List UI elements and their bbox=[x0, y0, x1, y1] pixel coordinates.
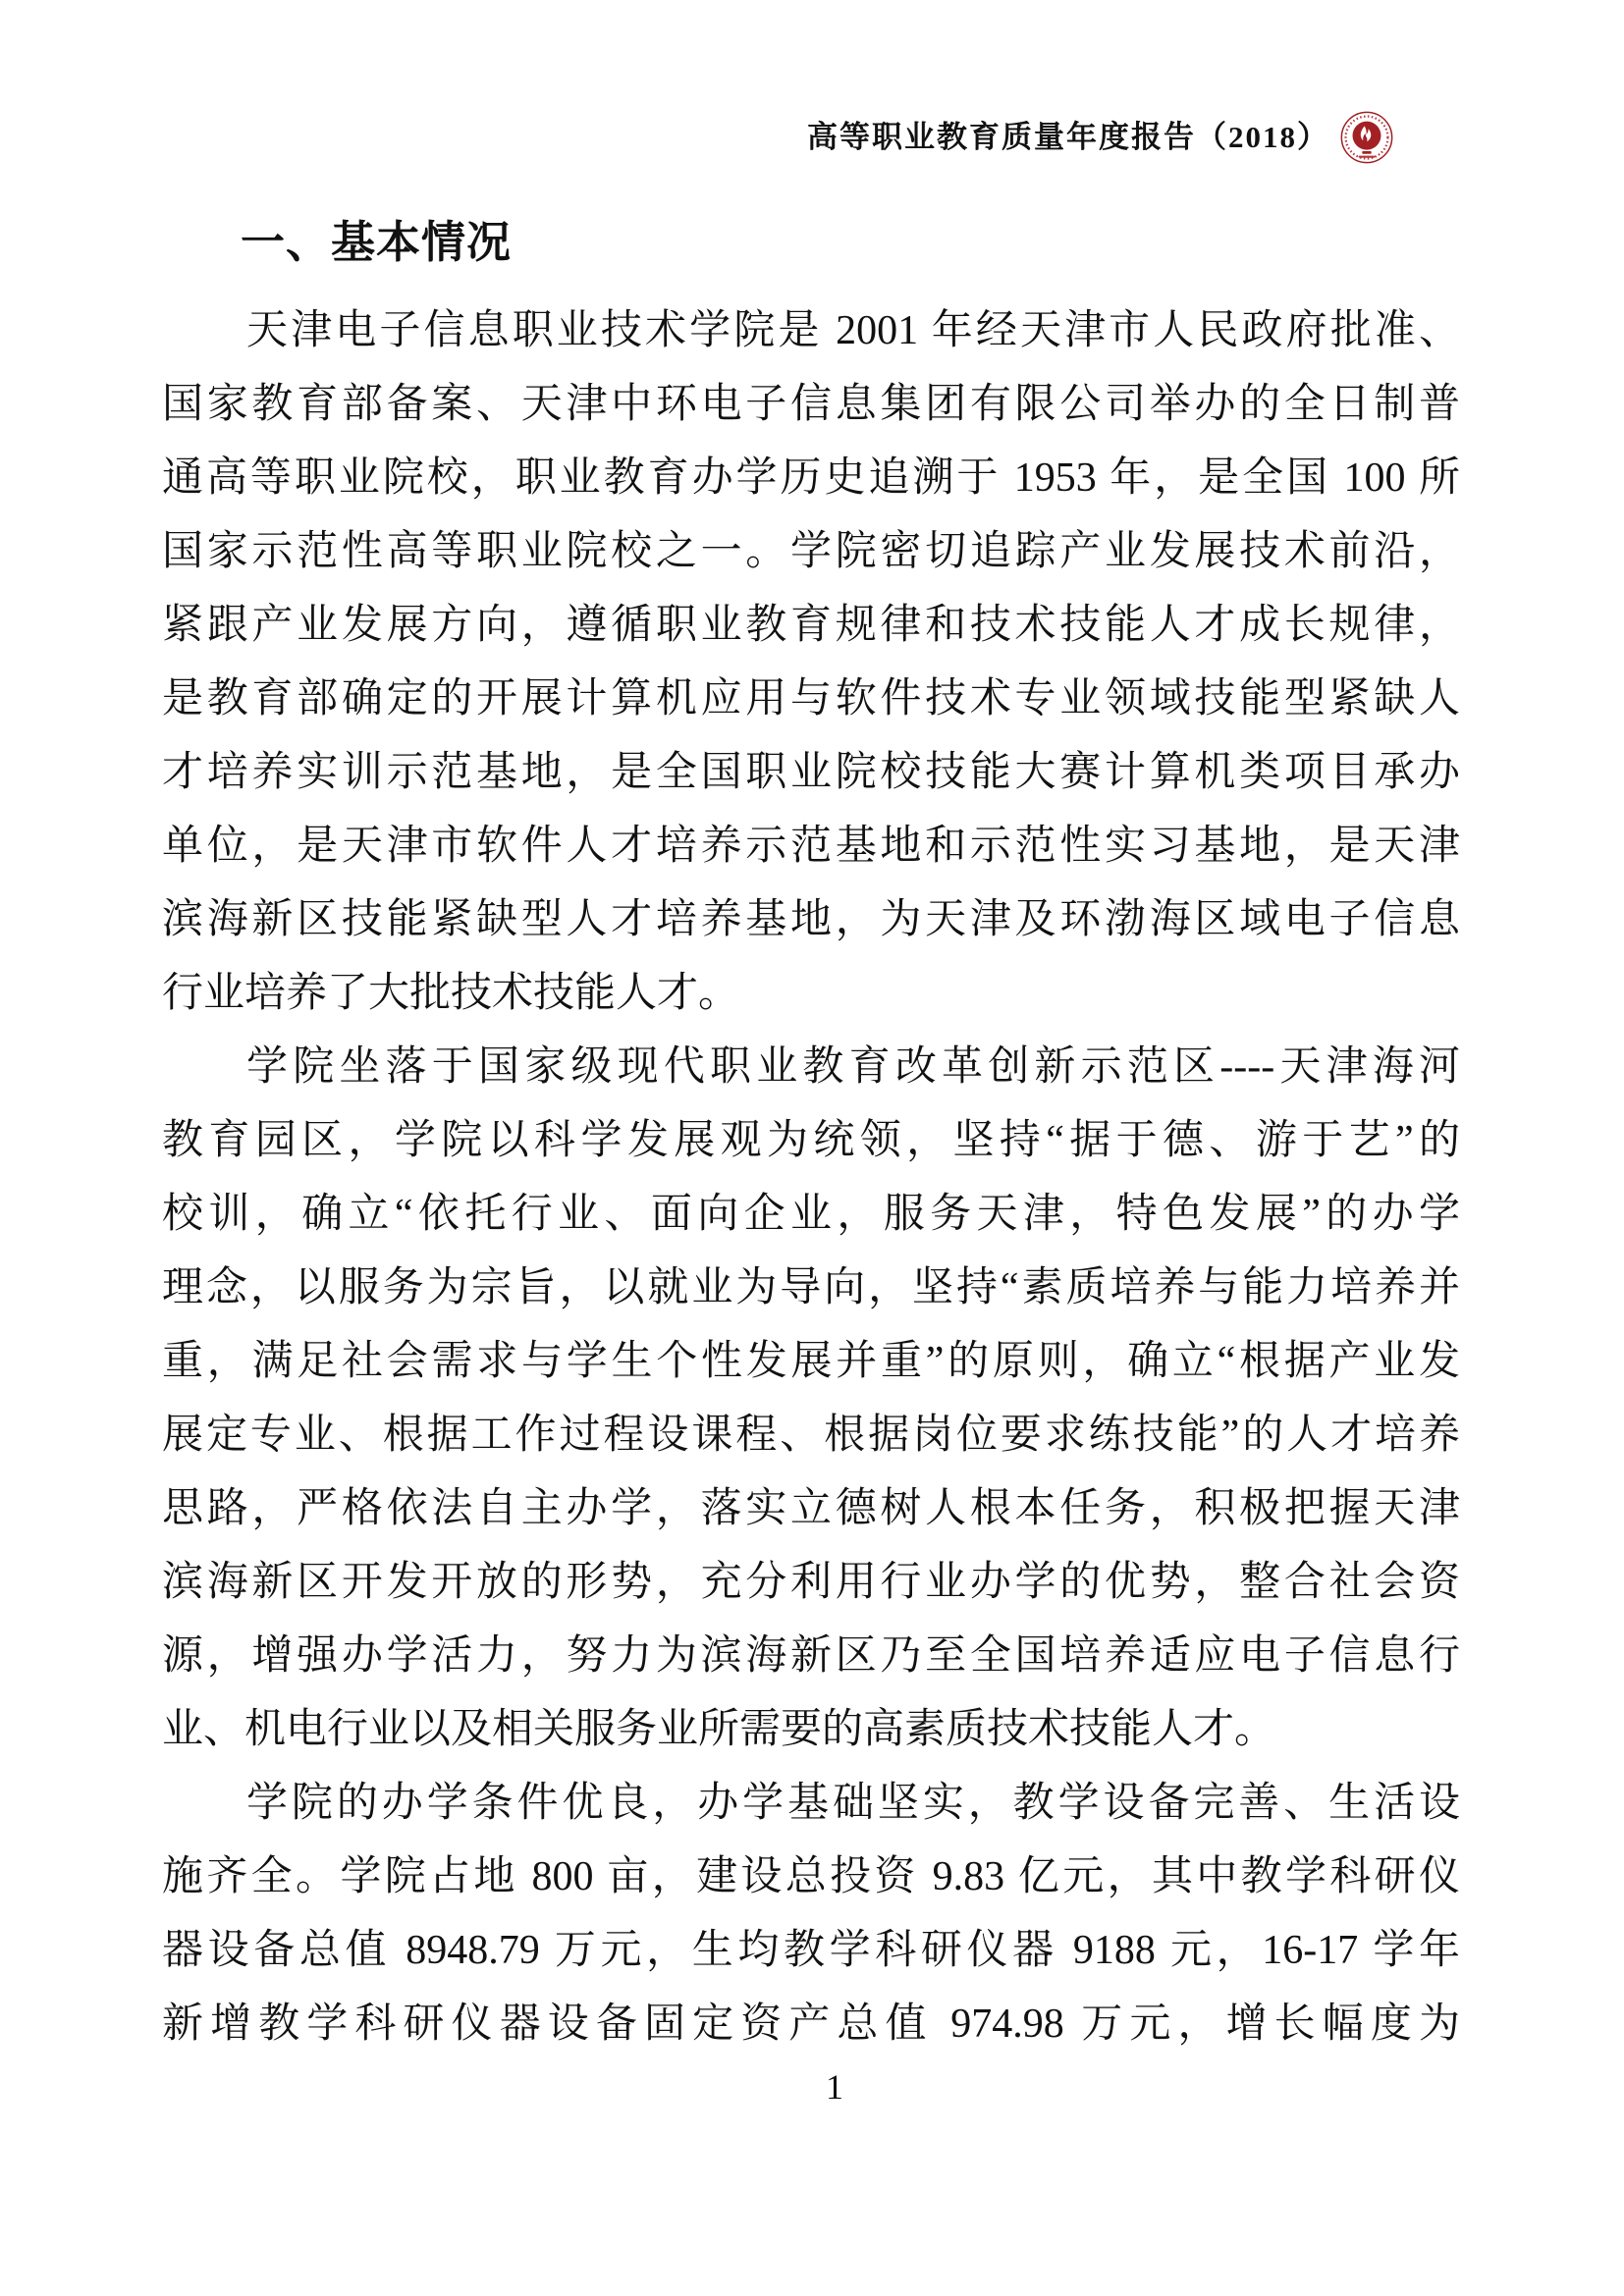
text-line: 国家示范性高等职业院校之一。学院密切追踪产业发展技术前沿， bbox=[162, 529, 1460, 574]
text-line: 施齐全。学院占地 800 亩，建设总投资 9.83 亿元，其中教学科研仪 bbox=[162, 1854, 1460, 1899]
text-line: 校训，确立“依托行业、面向企业，服务天津，特色发展”的办学 bbox=[162, 1192, 1460, 1237]
text-line: 行业培养了大批技术技能人才。 bbox=[162, 971, 740, 1016]
text-line: 思路，严格依法自主办学，落实立德树人根本任务，积极把握天津 bbox=[162, 1486, 1460, 1531]
page-number: 1 bbox=[826, 2067, 843, 2107]
text-line: 展定专业、根据工作过程设课程、根据岗位要求练技能”的人才培养 bbox=[162, 1413, 1460, 1458]
college-seal-icon bbox=[1339, 110, 1394, 165]
text-line: 是教育部确定的开展计算机应用与软件技术专业领域技能型紧缺人 bbox=[162, 676, 1460, 721]
text-line: 单位，是天津市软件人才培养示范基地和示范性实习基地，是天津 bbox=[162, 824, 1460, 869]
header-title: 高等职业教育质量年度报告（2018） bbox=[807, 120, 1329, 154]
page-header bbox=[0, 110, 1394, 165]
text-line: 重，满足社会需求与学生个性发展并重”的原则，确立“根据产业发 bbox=[162, 1339, 1460, 1384]
text-line: 滨海新区开发开放的形势，充分利用行业办学的优势，整合社会资 bbox=[162, 1560, 1460, 1605]
text-line: 才培养实训示范基地，是全国职业院校技能大赛计算机类项目承办 bbox=[162, 750, 1460, 795]
text-line: 滨海新区技能紧缺型人才培养基地，为天津及环渤海区域电子信息 bbox=[162, 897, 1460, 942]
text-line: 教育园区，学院以科学发展观为统领，坚持“据于德、游于艺”的 bbox=[162, 1118, 1460, 1163]
text-line: 紧跟产业发展方向，遵循职业教育规律和技术技能人才成长规律， bbox=[162, 603, 1460, 648]
text-line: 国家教育部备案、天津中环电子信息集团有限公司举办的全日制普 bbox=[162, 382, 1460, 427]
document-body bbox=[162, 294, 1460, 2061]
text-line: 理念，以服务为宗旨，以就业为导向，坚持“素质培养与能力培养并 bbox=[162, 1265, 1460, 1310]
text-line: 源，增强办学活力，努力为滨海新区乃至全国培养适应电子信息行 bbox=[162, 1633, 1460, 1679]
text-line: 业、机电行业以及相关服务业所需要的高素质技术技能人才。 bbox=[162, 1707, 1276, 1752]
text-line: 天津电子信息职业技术学院是 2001 年经天津市人民政府批准、 bbox=[246, 308, 1460, 353]
text-line: 学院的办学条件优良，办学基础坚实，教学设备完善、生活设 bbox=[246, 1781, 1460, 1826]
section-title: 一、基本情况 bbox=[241, 218, 513, 267]
text-line: 学院坐落于国家级现代职业教育改革创新示范区----天津海河 bbox=[246, 1044, 1460, 1090]
text-line: 器设备总值 8948.79 万元，生均教学科研仪器 9188 元，16-17 学年 bbox=[162, 1928, 1460, 1973]
text-line: 通高等职业院校，职业教育办学历史追溯于 1953 年，是全国 100 所 bbox=[162, 455, 1460, 501]
text-line: 新增教学科研仪器设备固定资产总值 974.98 万元，增长幅度为 bbox=[162, 2002, 1460, 2047]
